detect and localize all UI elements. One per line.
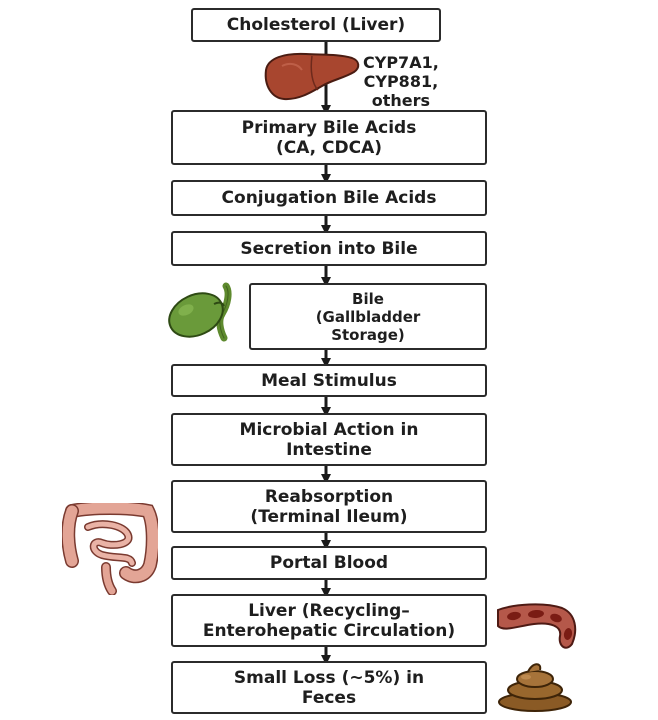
- step-microbial-action-line1: Microbial Action in: [239, 419, 419, 440]
- step-bile-line2: (Gallbladder: [315, 307, 421, 326]
- enzyme-line2: CYP881,: [363, 72, 439, 91]
- step-secretion-into-bile: [171, 231, 487, 266]
- step-bile-gallbladder-storage: [249, 283, 487, 350]
- intestine-icon: [62, 503, 158, 595]
- liver-icon: [262, 50, 362, 102]
- step-portal-blood-text: Portal Blood: [269, 553, 389, 573]
- step-primary-bile-acids-line1: Primary Bile Acids: [241, 117, 417, 138]
- step-secretion-into-bile-text: Secretion into Bile: [240, 238, 418, 259]
- step-microbial-action-line2: Intestine: [286, 439, 372, 460]
- step-liver-recycling-line1: Liver (Recycling–: [248, 600, 410, 621]
- step-liver-recycling-line2: Enterohepatic Circulation): [202, 620, 456, 641]
- step-small-loss-feces: [171, 661, 487, 714]
- step-conjugation-bile-acids-text: Conjugation Bile Acids: [221, 188, 437, 208]
- enzyme-line1: CYP7A1,: [363, 53, 439, 72]
- step-portal-blood: [171, 546, 487, 580]
- step-microbial-action: [171, 413, 487, 466]
- step-small-loss-line2: Feces: [301, 687, 357, 708]
- step-bile-line3: Storage): [331, 325, 405, 344]
- step-conjugation-bile-acids: [171, 180, 487, 216]
- step-meal-stimulus-text: Meal Stimulus: [261, 370, 397, 391]
- step-small-loss-line1: Small Loss (~5%) in: [233, 667, 425, 688]
- step-liver-recycling: [171, 594, 487, 647]
- step-reabsorption-line1: Reabsorption: [264, 486, 394, 507]
- enzyme-line3: others: [371, 91, 431, 110]
- step-meal-stimulus: [171, 364, 487, 397]
- step-bile-line1: Bile: [352, 289, 384, 308]
- feces-icon: [496, 660, 574, 712]
- blood-vessel-icon: [494, 600, 580, 654]
- step-primary-bile-acids: [171, 110, 487, 165]
- step-primary-bile-acids-line2: (CA, CDCA): [275, 137, 383, 158]
- enzyme-label: [363, 53, 439, 110]
- gallbladder-icon: [164, 282, 244, 342]
- step-reabsorption: [171, 480, 487, 533]
- step-reabsorption-line2: (Terminal Ileum): [250, 506, 408, 527]
- step-cholesterol-liver: [191, 8, 441, 42]
- step-cholesterol-liver-text: Cholesterol (Liver): [226, 15, 406, 35]
